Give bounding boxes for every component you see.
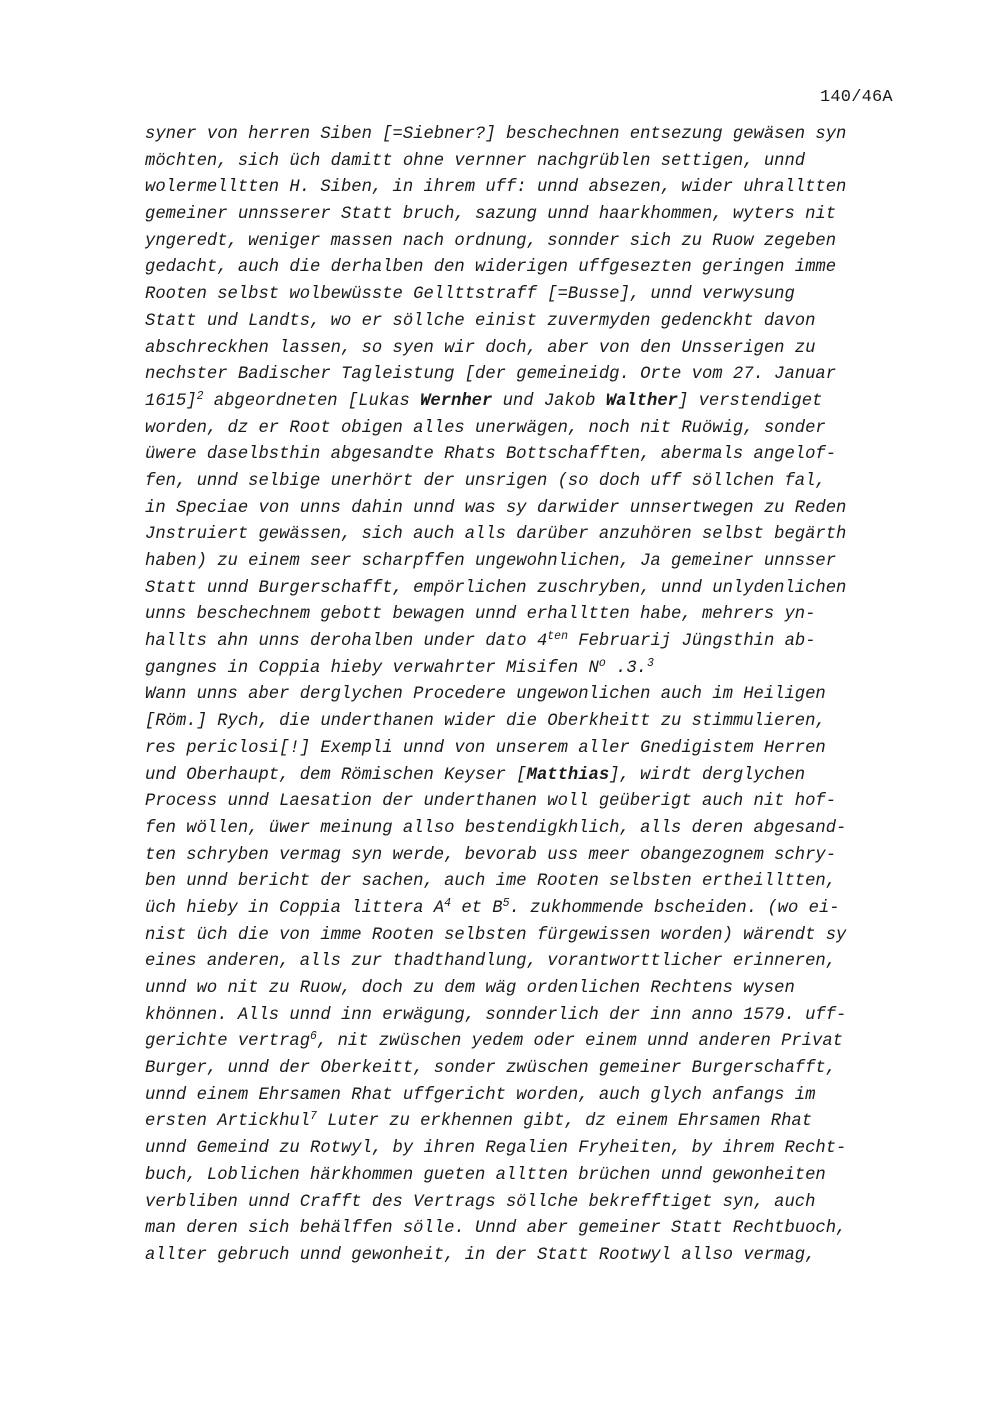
text-segment: Rooten selbst wolbewüsste Gellttstraff [=Busse], unnd verwysung (145, 285, 795, 305)
text-segment: unns beschechnem gebott bewagen unnd erhalltten habe, mehrers yn- (145, 605, 816, 625)
text-segment: gangnes in Coppia hieby verwahrter Misifen N (145, 658, 599, 678)
text-segment: Process unnd Laesation der underthanen woll geüberigt auch nit hof- (145, 792, 837, 812)
text-segment: üwere daselbsthin abgesandte Rhats Bottschafften, abermals angelof- (145, 445, 837, 465)
text-segment: möchten, sich üch damitt ohne vernner nachgrüblen settigen, unnd (145, 151, 806, 171)
text-line (145, 229, 925, 256)
text-segment: gerichte vertrag (145, 1032, 311, 1052)
text-line (145, 1083, 925, 1110)
text-segment: . zukhommende bscheiden. (wo ei- (509, 898, 840, 918)
text-line (145, 549, 925, 576)
text-line (145, 576, 925, 603)
text-segment: und Oberhaupt, dem Römischen Keyser [ (145, 765, 527, 785)
text-line (145, 122, 925, 149)
text-segment: Jnstruiert gewässen, sich auch alls darüber anzuhören selbst begärth (145, 525, 847, 545)
text-line (145, 1216, 925, 1243)
text-segment: unnd einem Ehrsamen Rhat uffgericht worden, auch glych anfangs im (145, 1085, 816, 1105)
bold-name: Wernher (420, 391, 493, 411)
text-segment: abschreckhen lassen, so syen wir doch, aber von den Unsserigen zu (145, 338, 816, 358)
text-segment: in Speciae von unns dahin unnd was sy darwider unnsertwegen zu Reden (145, 498, 847, 518)
text-segment: ben unnd bericht der sachen, auch ime Rooten selbsten ertheilltten, (145, 872, 837, 892)
text-segment: khönnen. Alls unnd inn erwägung, sonnderlich der inn anno 1579. uff- (145, 1005, 847, 1025)
text-line (145, 869, 925, 896)
text-segment: fen wöllen, üwer meinung allso bestendigkhlich, alls deren abgesand- (145, 818, 847, 838)
bold-name: Matthias (526, 765, 610, 785)
text-line (145, 175, 925, 202)
text-line (145, 736, 925, 763)
text-segment: yngeredt, weniger massen nach ordnung, sonnder sich zu Ruow zegeben (145, 231, 837, 251)
text-segment: Februarij Jüngsthin ab- (567, 632, 816, 652)
text-segment: [Röm.] Rych, die underthanen wider die Oberkheitt zu stimmulieren, (145, 712, 826, 732)
text-segment: verbliben unnd Crafft des Vertrags söllche bekrefftiget syn, auch (145, 1192, 816, 1212)
text-line (145, 1029, 925, 1056)
text-segment: .3. (605, 658, 647, 678)
text-segment: nechster Badischer Tagleistung [der gemeineidg. Orte vom 27. Januar (145, 365, 837, 385)
footnote-marker: 6 (310, 1030, 317, 1044)
text-segment: üch hieby in Coppia littera A (145, 898, 445, 918)
footnote-marker: ten (547, 630, 568, 644)
text-segment: und Jakob (492, 391, 606, 411)
text-segment: 1615] (145, 391, 197, 411)
text-segment: ten schryben vermag syn werde, bevorab uss meer obangezognem schry- (145, 845, 837, 865)
text-line (145, 843, 925, 870)
text-segment: haben) zu einem seer scharpffen ungewohnlichen, Ja gemeiner unnsser (145, 552, 837, 571)
text-line (145, 1163, 925, 1190)
text-line (145, 1243, 925, 1270)
text-segment: gedacht, auch die derhalben den widerigen uffgesezten geringen imme (145, 258, 837, 278)
text-line (145, 442, 925, 469)
text-segment: ], wirdt derglychen (609, 765, 806, 785)
text-line (145, 656, 925, 683)
text-segment: fen, unnd selbige unerhört der unsrigen (so doch uff söllchen fal, (145, 471, 826, 491)
footnote-marker: 4 (444, 896, 452, 910)
text-line (145, 923, 925, 950)
text-segment: Luter zu erkhennen gibt, dz einem Ehrsamen Rhat (316, 1112, 813, 1132)
text-segment: Wann unns aber derglychen Procedere ungewonlichen auch im Heiligen (145, 685, 826, 705)
text-line (145, 1136, 925, 1163)
footnote-marker: 3 (647, 656, 654, 670)
text-line (145, 789, 925, 816)
text-line (145, 629, 925, 656)
text-line (145, 202, 925, 229)
text-line (145, 336, 925, 363)
text-line (145, 1190, 925, 1217)
footnote-marker: o (598, 656, 606, 670)
text-segment: ersten Artickhul (145, 1112, 311, 1132)
text-line (145, 522, 925, 549)
text-segment: res periclosi[!] Exempli unnd von unserem aller Gnedigistem Herren (145, 738, 826, 758)
text-line (145, 282, 925, 309)
text-line (145, 816, 925, 843)
text-line (145, 949, 925, 976)
text-line (145, 682, 925, 709)
footnote-marker: 7 (310, 1110, 317, 1124)
footnote-marker: 5 (502, 896, 510, 910)
text-line (145, 976, 925, 1003)
text-segment: , nit zwüschen yedem oder einem unnd anderen Privat (316, 1032, 843, 1052)
text-line (145, 416, 925, 443)
text-segment: ] verstendiget (677, 391, 823, 411)
text-segment: abgeordneten [Lukas (203, 391, 421, 411)
text-segment: nist üch die von imme Rooten selbsten fürgewissen worden) wärendt sy (145, 925, 847, 945)
text-line (145, 896, 925, 923)
text-line (145, 1056, 925, 1083)
text-segment: worden, dz er Root obigen alles unerwägen, noch nit Ruöwig, sonder (145, 418, 826, 438)
text-line (145, 1109, 925, 1136)
text-segment: wolermelltten H. Siben, in ihrem uff: unnd absezen, wider uhralltten (145, 178, 847, 198)
text-line (145, 362, 925, 389)
text-segment: gemeiner unnsserer Statt bruch, sazung unnd haarkhommen, wyters nit (145, 205, 837, 225)
text-segment: Statt unnd Burgerschafft, empörlichen zuschryben, unnd unlydenlichen (145, 578, 847, 598)
text-line (145, 496, 925, 523)
text-line (145, 309, 925, 336)
document-body (145, 122, 925, 1270)
text-segment: unnd wo nit zu Ruow, doch zu dem wäg ordenlichen Rechtens wysen (145, 979, 795, 998)
text-segment: et B (451, 898, 503, 918)
footnote-marker: 2 (196, 389, 204, 403)
text-segment: buch, Loblichen härkhommen gueten alltten brüchen unnd gewonheiten (145, 1165, 826, 1185)
text-segment: allter gebruch unnd gewonheit, in der Statt Rootwyl allso vermag, (145, 1245, 816, 1265)
text-line (145, 1003, 925, 1030)
text-segment: Statt und Landts, wo er söllche einist zuvermyden gedenckht davon (145, 311, 816, 331)
text-line (145, 255, 925, 282)
text-segment: unnd Gemeind zu Rotwyl, by ihren Regalien Fryheiten, by ihrem Recht- (145, 1139, 847, 1159)
text-segment: Burger, unnd der Oberkeitt, sonder zwüschen gemeiner Burgerschafft, (145, 1059, 837, 1079)
text-segment: man deren sich behälffen sölle. Unnd aber gemeiner Statt Rechtbuoch, (145, 1219, 847, 1239)
text-line (145, 763, 925, 790)
text-segment: syner von herren Siben [=Siebner?] beschechnen entsezung gewäsen syn (145, 125, 847, 144)
text-line (145, 469, 925, 496)
text-line (145, 709, 925, 736)
text-segment: hallts ahn unns derohalben under dato 4 (145, 632, 548, 652)
text-segment: eines anderen, alls zur thadthandlung, vorantworttlicher erinneren, (145, 952, 837, 972)
text-line (145, 389, 925, 416)
bold-name: Walther (605, 391, 678, 411)
page-number: 140/46A (820, 88, 893, 107)
text-line (145, 149, 925, 176)
text-line (145, 602, 925, 629)
